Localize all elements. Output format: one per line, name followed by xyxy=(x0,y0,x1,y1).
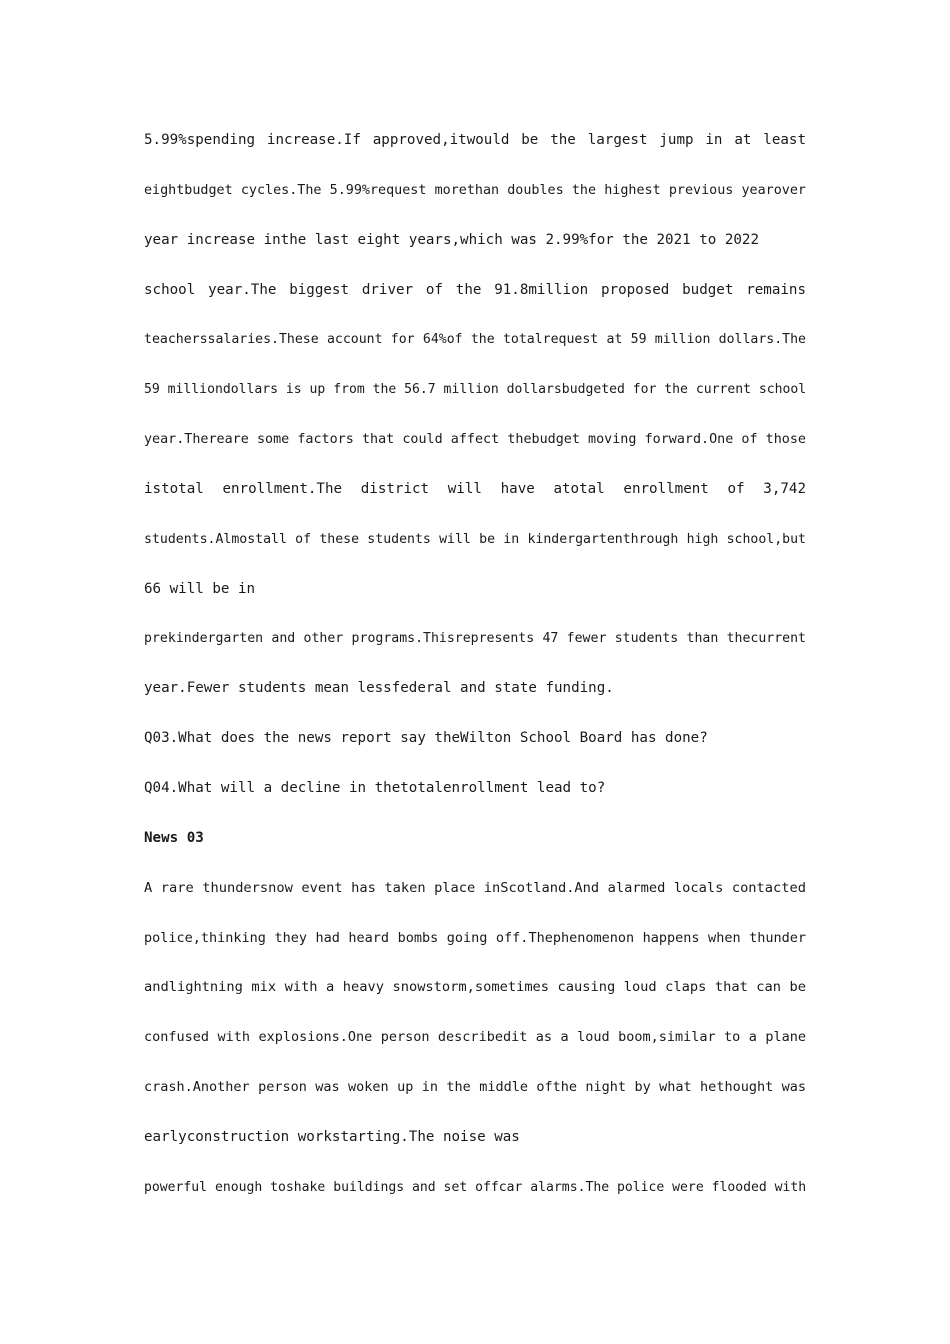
text-line: earlyconstruction workstarting.The noise was xyxy=(144,1128,520,1145)
question-line: Q04.What will a decline in thetotalenrollment lead to? xyxy=(144,779,606,796)
document-text xyxy=(144,125,806,1222)
text-line: confused with explosions.One person describedit as a loud boom,similar to a plane xyxy=(144,1029,806,1046)
text-line: prekindergarten and other programs.Thisrepresents 47 fewer students than thecurrent xyxy=(144,631,806,647)
text-line: school year.The biggest driver of the 91.8million proposed budget remains xyxy=(144,281,806,298)
text-line: teacherssalaries.These account for 64%of the totalrequest at 59 million dollars.The xyxy=(144,332,806,348)
text-line: eightbudget cycles.The 5.99%request morethan doubles the highest previous yearover xyxy=(144,182,806,198)
text-line: andlightning mix with a heavy snowstorm,sometimes causing loud claps that can be xyxy=(144,979,806,996)
text-line: year increase inthe last eight years,which was 2.99%for the 2021 to 2022 xyxy=(144,231,759,248)
section-heading: News 03 xyxy=(144,829,204,846)
text-line: crash.Another person was woken up in the middle ofthe night by what hethought was xyxy=(144,1079,806,1096)
text-line: istotal enrollment.The district will have atotal enrollment of 3,742 xyxy=(144,480,806,497)
text-line: 66 will be in xyxy=(144,580,256,597)
text-line: year.Fewer students mean lessfederal and state funding. xyxy=(144,680,614,697)
question-line: Q03.What does the news report say theWilton School Board has done? xyxy=(144,730,708,747)
text-line: powerful enough toshake buildings and set offcar alarms.The police were flooded with xyxy=(144,1179,806,1195)
text-line: year.Thereare some factors that could affect thebudget moving forward.One of those xyxy=(144,432,806,448)
text-line: 59 milliondollars is up from the 56.7 million dollarsbudgeted for the current school xyxy=(144,382,806,398)
text-line: A rare thundersnow event has taken place inScotland.And alarmed locals contacted xyxy=(144,879,806,896)
text-line: students.Almostall of these students will be in kindergartenthrough high school,but xyxy=(144,531,806,547)
text-line: police,thinking they had heard bombs going off.Thephenomenon happens when thunder xyxy=(144,929,806,946)
text-line: 5.99%spending increase.If approved,itwould be the largest jump in at least xyxy=(144,132,806,148)
